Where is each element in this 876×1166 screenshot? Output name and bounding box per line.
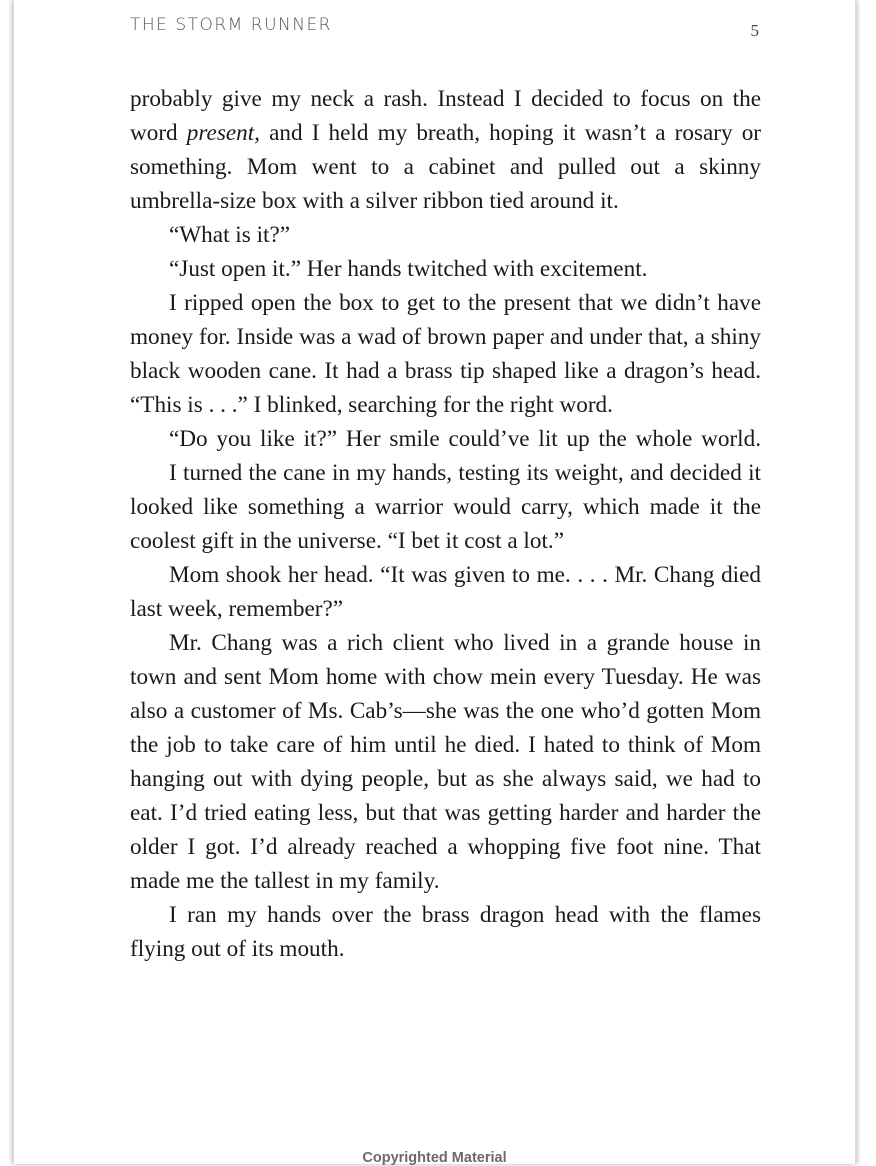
book-page	[13, 0, 856, 1164]
body-text	[130, 82, 761, 966]
text-run: Mom shook her head. “It was given to me. . . . Mr. Chang died last week, remember?”	[130, 562, 761, 622]
text-run: I ripped open the box to get to the present that we didn’t have money for. Inside was a wad of brown paper and under that, a shiny black wooden cane. It had a brass tip shaped like a dragon’s head. “This is . . .” I blinked, searching for the right word.	[130, 290, 761, 418]
text-run: and I held my breath, hoping it wasn’t a rosary or something. Mom went to a cabinet and pulled out a skinny umbrella-size box with a silver ribbon tied around it.	[130, 120, 762, 214]
running-title: THE STORM RUNNER	[130, 15, 332, 35]
text-run: “What is it?”	[169, 222, 291, 248]
paragraph	[130, 626, 761, 898]
text-run-italic: present,	[186, 120, 260, 146]
paragraph	[130, 558, 761, 626]
text-run: I ran my hands over the brass dragon head with the flames flying out of its mouth.	[130, 902, 761, 962]
paragraph	[130, 218, 761, 252]
paragraph	[130, 286, 761, 422]
page-number: 5	[750, 21, 759, 40]
paragraph	[130, 456, 761, 558]
paragraph	[130, 422, 761, 456]
text-run: I turned the cane in my hands, testing its weight, and decided it looked like something a warrior would carry, which made it the coolest gift in the universe. “I bet it cost a lot.”	[130, 460, 761, 554]
paragraph	[130, 898, 761, 966]
text-run: “Just open it.” Her hands twitched with excitement.	[169, 256, 648, 282]
paragraph	[130, 252, 761, 286]
text-run: probably give my neck a rash. Instead I decided to focus on the word	[130, 86, 761, 146]
copyright-footer: Copyrighted Material	[362, 1150, 507, 1166]
text-run: “Do you like it?” Her smile could’ve lit up the whole world.	[169, 426, 761, 452]
paragraph	[130, 82, 761, 218]
text-run: Mr. Chang was a rich client who lived in a grande house in town and sent Mom home with chow mein every Tuesday. He was also a customer of Ms. Cab’s—she was the one who’d gotten Mom the job to take care of him until he died. I hated to think of Mom hanging out with dying people, but as she always said, we had to eat. I’d tried eating less, but that was getting harder and harder the older I got. I’d already reached a whopping five foot nine. That made me the tallest in my family.	[130, 630, 761, 894]
